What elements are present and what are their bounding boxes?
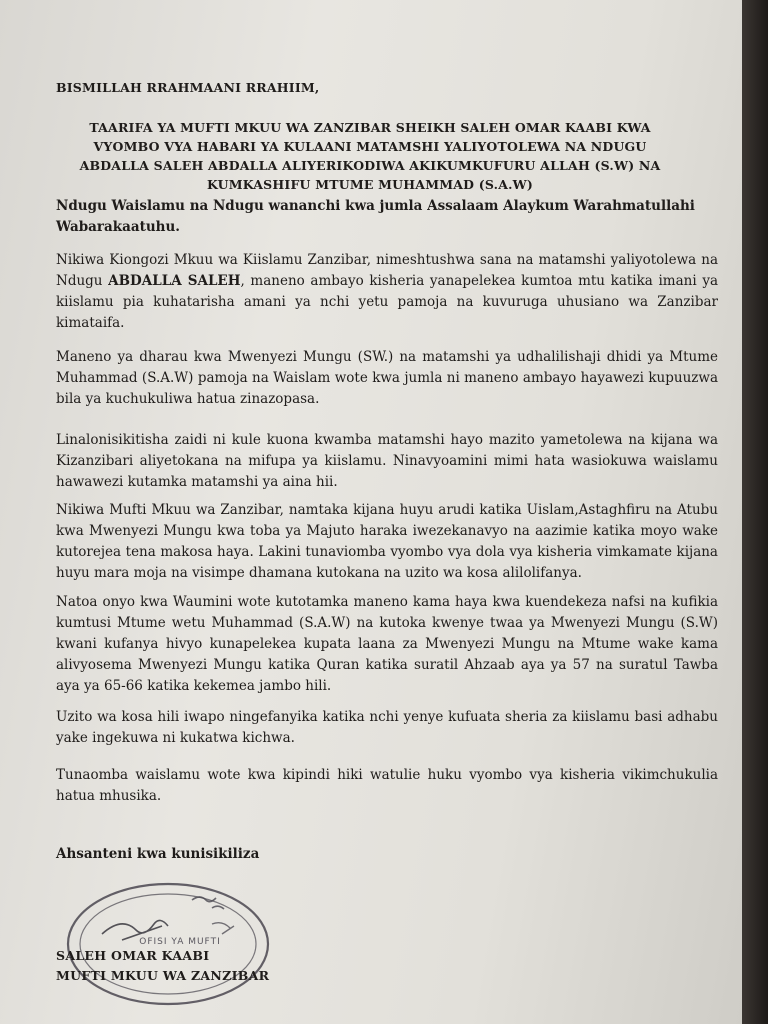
title-line-1: TAARIFA YA MUFTI MKUU WA ZANZIBAR SHEIKH SALEH OMAR KAABI KWA	[89, 120, 651, 135]
paragraph-1	[56, 250, 718, 334]
signatory-name: SALEH OMAR KAABI	[56, 948, 210, 963]
paragraph-5: Natoa onyo kwa Waumini wote kutotamka maneno kama haya kwa kuendekeza nafsi na kufikia kumtusi Mtume wetu Muhammad (S.A.W) na kutoka kwenye twaa ya Mwenyezi Mungu (S.W) kwani kufanya hivyo kunapelekea kupata laana za Mwenyezi Mungu na Mtume wake kama alivyosema Mwenyezi Mungu katika Quran katika suratil Ahzaab aya ya 57 na suratul Tawba aya ya 65-66 katika kekemea jambo hili.	[56, 594, 718, 694]
signature-block	[56, 946, 269, 986]
salutation: BISMILLAH RRAHMAANI RRAHIIM,	[56, 80, 320, 95]
title-line-3: ABDALLA SALEH ABDALLA ALIYERIKODIWA AKIKUMKUFURU ALLAH (S.W) NA	[79, 158, 661, 173]
paragraph-1-text-after: , maneno ambayo kisheria yanapelekea kumtoa mtu katika imani ya kiislamu pia kuhatarisha amani ya nchi yetu pamoja na kuvuruga uhusiano wa Zanzibar kimataifa.	[56, 273, 718, 331]
paragraph-1-bold-name: ABDALLA SALEH	[108, 273, 241, 289]
signatory-position: MUFTI MKUU WA ZANZIBAR	[56, 968, 270, 983]
stamp-text: OFISI YA MUFTI	[139, 937, 221, 947]
paragraph-1-text-before: Nikiwa Kiongozi Mkuu wa Kiislamu Zanzibar, nimeshtushwa sana na matamshi yaliyotolewa na Ndugu	[56, 252, 718, 289]
official-stamp-icon	[62, 878, 274, 1010]
closing-line: Ahsanteni kwa kunisikiliza	[56, 846, 260, 862]
greeting: Ndugu Waislamu na Ndugu wananchi kwa jumla Assalaam Alaykum Warahmatullahi Wabarakaatuhu.	[56, 198, 695, 235]
paragraph-7: Tunaomba waislamu wote kwa kipindi hiki watulie huku vyombo vya kisheria vikimchukulia hatua mhusika.	[56, 767, 718, 804]
paragraph-2: Maneno ya dharau kwa Mwenyezi Mungu (SW.) na matamshi ya udhalilishaji dhidi ya Mtume Muhammad (S.A.W) pamoja na Waislam wote kwa jumla ni maneno ambayo hayawezi kupuuzwa bila ya kuchukuliwa hatua zinazopasa.	[56, 349, 718, 407]
title-line-2: VYOMBO VYA HABARI YA KULAANI MATAMSHI YALIYOTOLEWA NA NDUGU	[93, 139, 647, 154]
paragraph-3: Linalonisikitisha zaidi ni kule kuona kwamba matamshi hayo mazito yametolewa na kijana wa Kizanzibari aliyetokana na mifupa ya kiislamu. Ninavyoamini mimi hata wasiokuwa waislamu hawawezi kutamka matamshi ya aina hii.	[56, 432, 718, 490]
title-line-4: KUMKASHIFU MTUME MUHAMMAD (S.A.W)	[206, 177, 534, 192]
paragraph-4: Nikiwa Mufti Mkuu wa Zanzibar, namtaka kijana huyu arudi katika Uislam,Astaghfiru na Atubu kwa Mwenyezi Mungu kwa toba ya Majuto haraka iwezekanavyo na aazimie katika moyo wake kutorejea tena makosa haya. Lakini tunaviomba vyombo vya dola vya kisheria vimkamate kijana huyu mara moja na visimpe dhamana kutokana na uzito wa kosa alilolifanya.	[56, 502, 718, 581]
background-edge	[742, 0, 768, 1024]
document-title	[70, 118, 670, 194]
paragraph-6: Uzito wa kosa hili iwapo ningefanyika katika nchi yenye kufuata sheria za kiislamu basi adhabu yake ingekuwa ni kukatwa kichwa.	[56, 709, 718, 746]
